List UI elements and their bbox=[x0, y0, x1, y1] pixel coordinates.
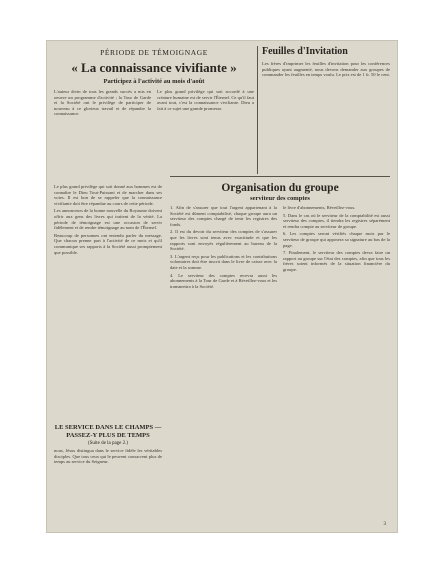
organisation-title: Organisation du groupe bbox=[221, 182, 339, 194]
invitation-title: Feuilles d'Invitation bbox=[262, 46, 348, 57]
temoignage-article bbox=[54, 46, 254, 117]
body-paragraph: Le plus grand privilège qui soit donné aux hommes est de connaître le Dieu Tout-Puissant et de marcher dans ses voies. Il est bon de se rappeler que la connaissance vivifiante doit être répandue au cours de cette période. bbox=[54, 184, 162, 206]
service-box bbox=[54, 420, 162, 467]
intro-columns bbox=[54, 89, 254, 117]
org-paragraph: 1. Afin de s'assurer que tout l'argent appartenant à la Société est dûment comptabilisé, chaque groupe aura un serviteur des comptes chargé de tenir les registres des fonds. bbox=[170, 205, 277, 227]
temoignage-continued bbox=[54, 184, 162, 416]
service-box-text: nous, Jésus distingua dans le service fidèle les véritables disciples. Que tous ceux qui le peuvent consacrent plus de temps au service du Seigneur. bbox=[54, 448, 162, 465]
column-divider bbox=[257, 46, 258, 174]
section-divider bbox=[170, 176, 390, 177]
intro-paragraph: L'auteur divin de tous les grands succès a mis en oeuvre un programme d'activité ; la Tour de Garde et la Société ont le privilège de participer de nouveau à ce glorieux travail et de répandre la connaissance. bbox=[54, 89, 151, 117]
org-paragraph: 3. L'argent reçu pour les publications et les contributions volontaires doit être inscrit dans le livre de caisse avec la date et la somme. bbox=[170, 253, 277, 270]
article-subhead: Participez à l'activité au mois d'août bbox=[103, 78, 205, 85]
service-box-sub: (Suite de la page 2.) bbox=[87, 441, 129, 446]
org-paragraph: 4. Le serviteur des comptes recevra aussi les abonnements à la Tour de Garde et à Réveillez-vous et les transmettra à la Société. bbox=[170, 272, 277, 289]
invitation-article bbox=[262, 46, 390, 78]
org-paragraph: 6. Les comptes seront vérifiés chaque mois par le serviteur de groupe qui apposera sa signature au bas de la page. bbox=[283, 231, 390, 248]
body-paragraph: Les annonceurs de la bonne nouvelle du Royaume doivent offrir aux gens des livres qui traitent de la vérité. La période de témoignage est une occasion de servir fidèlement et de rendre témoignage au nom de l'Éternel. bbox=[54, 208, 162, 231]
organisation-article bbox=[170, 180, 390, 525]
organisation-columns bbox=[170, 205, 390, 291]
body-paragraph: Beaucoup de personnes ont entendu parler du message. Que chacun prenne part à l'activité de ce mois et qu'il communique ses rapports à la Société aussi promptement que possible. bbox=[54, 232, 162, 255]
org-paragraph: le livre d'abonnements, Réveillez-vous. bbox=[283, 205, 356, 210]
intro-paragraph: Le plus grand privilège qui soit accordé à une créature humaine est de servir l'Éternel. Ce qu'il faut avant tout, c'est la connaissance vivifiante. Dieu a fait à ce sujet une grande promesse. bbox=[157, 89, 254, 111]
organisation-subtitle: serviteur des comptes bbox=[250, 195, 310, 202]
org-paragraph: 2. Il est du devoir du serviteur des comptes de s'assurer que les livres sont tenus avec exactitude et que les rapports sont envoyés régulièrement au bureau de la Société. bbox=[170, 229, 277, 252]
article-headline: « La connaissance vivifiante » bbox=[71, 60, 237, 75]
article-kicker: PÉRIODE DE TÉMOIGNAGE bbox=[100, 48, 208, 57]
service-box-title: LE SERVICE DANS LE CHAMPS — PASSEZ-Y PLUS DE TEMPS bbox=[54, 424, 162, 439]
newspaper-page bbox=[46, 40, 398, 533]
page-number: 3 bbox=[383, 522, 386, 527]
org-paragraph: 7. Finalement, le serviteur des comptes devra faire un rapport au groupe sur l'état des comptes, afin que tous les frères soient informés de la situation financière du groupe. bbox=[283, 250, 390, 272]
invitation-text: Les frères d'imprimer les feuilles d'invitation pour les conférences publiques ayant augmenté, nous devons demander aux groupes de commander les feuilles en temps voulu. Le prix est de 1 fr. 50 le cent. bbox=[262, 61, 390, 78]
org-paragraph: 5. Dans le cas où le serviteur de la comptabilité est aussi serviteur des comptes, il tiendra les registres séparément et rendra compte au serviteur de groupe. bbox=[283, 212, 390, 229]
